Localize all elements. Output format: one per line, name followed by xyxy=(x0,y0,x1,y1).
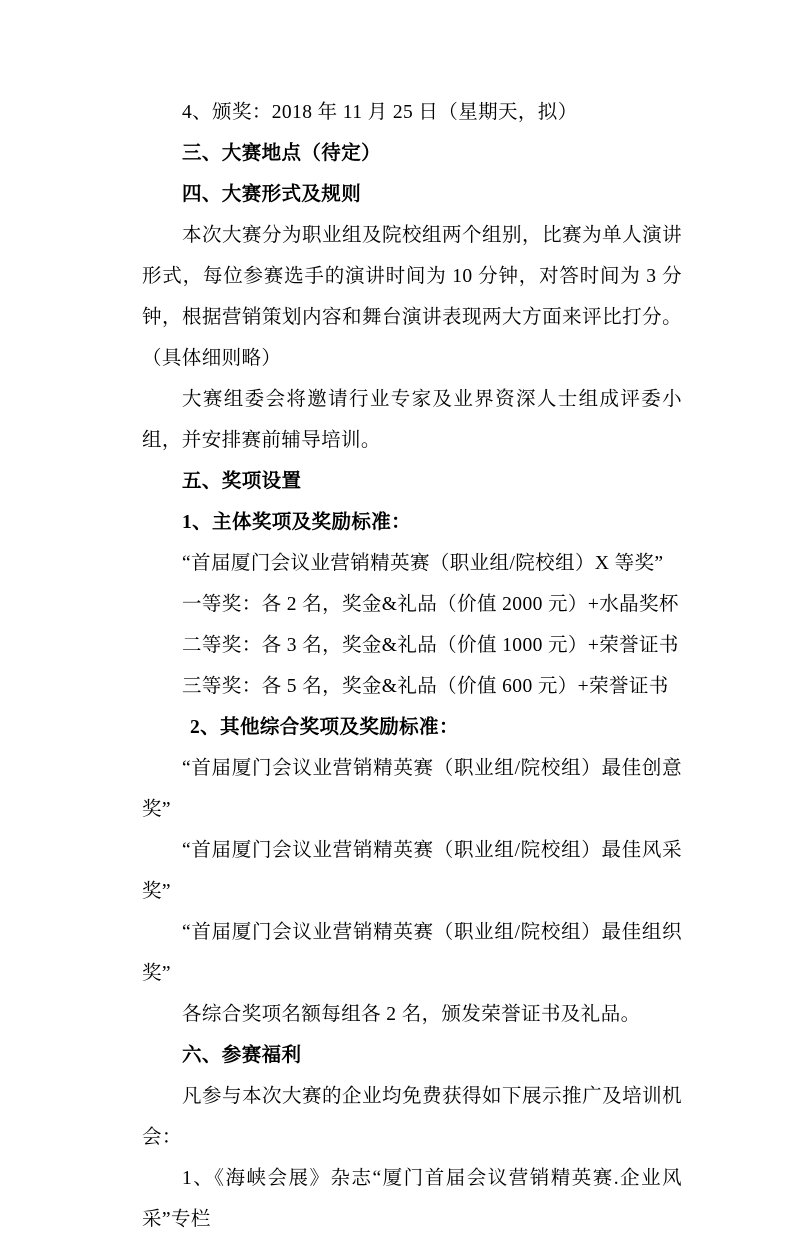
schedule-award-ceremony: 4、颁奖：2018 年 11 月 25 日（星期天，拟） xyxy=(182,102,578,123)
award-organization: “首届厦门会议业营销精英赛（职业组/院校组）最佳组织奖” xyxy=(142,922,682,984)
document-body xyxy=(142,92,682,1240)
section-6-benefits: 六、参赛福利 xyxy=(182,1045,302,1066)
format-paragraph-2: 大赛组委会将邀请行业专家及业界资深人士组成评委小组，并安排赛前辅导培训。 xyxy=(142,389,682,451)
section-4-format: 四、大赛形式及规则 xyxy=(182,184,362,205)
benefit-item-1: 1、《海峡会展》杂志“厦门首届会议营销精英赛.企业风采”专栏 xyxy=(142,1168,682,1230)
award-style: “首届厦门会议业营销精英赛（职业组/院校组）最佳风采奖” xyxy=(142,840,682,902)
awards-other-title: 2、其他综合奖项及奖励标准： xyxy=(190,717,459,738)
benefits-intro: 凡参与本次大赛的企业均免费获得如下展示推广及培训机会： xyxy=(142,1086,682,1148)
section-5-awards: 五、奖项设置 xyxy=(182,471,302,492)
awards-other-quota: 各综合奖项名额每组各 2 名，颁发荣誉证书及礼品。 xyxy=(182,1004,641,1025)
awards-main-name: “首届厦门会议业营销精英赛（职业组/院校组）X 等奖” xyxy=(182,553,664,574)
award-first-prize: 一等奖：各 2 名，奖金&礼品（价值 2000 元）+水晶奖杯 xyxy=(182,594,679,615)
award-second-prize: 二等奖：各 3 名，奖金&礼品（价值 1000 元）+荣誉证书 xyxy=(182,635,679,656)
format-paragraph-1: 本次大赛分为职业组及院校组两个组别，比赛为单人演讲形式，每位参赛选手的演讲时间为 10 分钟，对答时间为 3 分钟，根据营销策划内容和舞台演讲表现两大方面来评比打分。（具体细则略） xyxy=(142,225,682,369)
section-3-venue: 三、大赛地点（待定） xyxy=(182,143,382,164)
award-third-prize: 三等奖：各 5 名，奖金&礼品（价值 600 元）+荣誉证书 xyxy=(182,676,669,697)
award-creative: “首届厦门会议业营销精英赛（职业组/院校组）最佳创意奖” xyxy=(142,758,682,820)
awards-main-title: 1、主体奖项及奖励标准： xyxy=(182,512,412,533)
